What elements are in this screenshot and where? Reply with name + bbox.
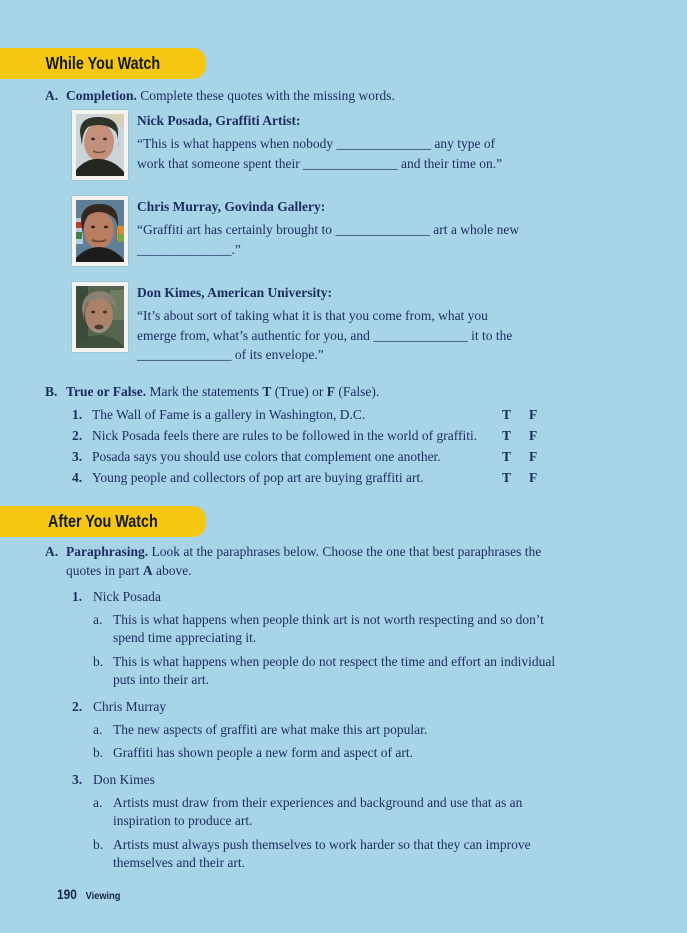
statement-text: The Wall of Fame is a gallery in Washington, D.C.	[92, 406, 366, 422]
true-choice[interactable]: T	[502, 448, 512, 464]
true-choice[interactable]: T	[502, 469, 512, 485]
statement-text: Nick Posada feels there are rules to be followed in the world of graffiti.	[92, 427, 478, 443]
while-you-watch-banner-label: While You Watch	[45, 53, 161, 73]
paraphrase-option-b[interactable]: b. Graffiti has shown people a new form and aspect of art.	[93, 745, 414, 760]
paraphrase-option-b[interactable]: b. Artists must always push themselves to work harder so that they can improve themselves and their art.	[93, 836, 531, 870]
true-false-letter: B.	[45, 383, 58, 399]
completion-instructions: Completion. Complete these quotes with the missing words.	[66, 88, 395, 103]
false-choice[interactable]: F	[529, 406, 538, 422]
quote-text-chris-murray	[137, 196, 519, 259]
quote-line: “It’s about sort of taking what it is that you come from, what you	[137, 308, 488, 323]
true-false-section	[0, 382, 687, 488]
true-false-items	[0, 404, 687, 488]
paraphrase-speaker-name: Nick Posada	[93, 588, 161, 604]
statement-text: Posada says you should use colors that complement one another.	[92, 448, 441, 464]
quote-block-don-kimes	[72, 282, 687, 365]
completion-heading	[45, 86, 645, 105]
true-false-row: 1. The Wall of Fame is a gallery in Washington, D.C. T F	[0, 404, 687, 425]
quote-line: “Graffiti art has certainly brought to ______________ art a whole new	[137, 222, 520, 237]
workbook-page	[0, 48, 687, 933]
true-false-instructions: True or False. Mark the statements T (True) or F (False).	[66, 383, 380, 399]
speaker-name: Don Kimes, American University:	[137, 285, 332, 300]
statement-text: Young people and collectors of pop art are buying graffiti art.	[92, 469, 424, 485]
paraphrase-speaker-name: Chris Murray	[93, 698, 167, 714]
quote-text-nick-posada	[137, 110, 502, 173]
speaker-name: Chris Murray, Govinda Gallery:	[137, 199, 326, 214]
true-false-row: 4. Young people and collectors of pop art are buying graffiti art. T F	[0, 467, 687, 488]
true-false-row: 2. Nick Posada feels there are rules to be followed in the world of graffiti. T F	[0, 425, 687, 446]
nick-posada-photo	[72, 110, 128, 180]
paraphrase-item-chris-murray: 2. Chris Murray a. The new aspects of graffiti are what make this art popular. b. Graffiti has shown people a new form and aspect of art.	[72, 697, 687, 763]
true-false-row: 3. Posada says you should use colors that complement one another. T F	[0, 446, 687, 467]
speaker-name: Nick Posada, Graffiti Artist:	[137, 113, 301, 128]
don-kimes-photo	[72, 282, 128, 352]
quote-line: ______________ of its envelope.”	[137, 347, 324, 362]
paraphrase-option-a[interactable]: a. This is what happens when people think art is not worth respecting and so don’t spend time appreciating it.	[93, 611, 544, 645]
paraphrase-item-nick-posada: 1. Nick Posada a. This is what happens when people think art is not worth respecting and so don’t spend time appreciating it. b. This is what happens when people do not respect the time and effort an individual puts into their art.	[72, 587, 687, 690]
false-choice[interactable]: F	[529, 427, 538, 443]
footer-section-label: Viewing	[85, 890, 121, 902]
paraphrasing-heading	[45, 542, 645, 580]
page-number: 190	[57, 887, 77, 902]
chris-murray-photo	[72, 196, 128, 266]
completion-letter: A.	[45, 88, 59, 103]
paraphrasing-instructions-line2: quotes in part A above.	[66, 562, 192, 578]
quote-block-nick-posada	[72, 110, 687, 180]
quote-block-chris-murray	[72, 196, 687, 266]
quote-line: emerge from, what’s authentic for you, and ______________ it to the	[137, 327, 513, 343]
while-you-watch-banner	[0, 48, 206, 79]
true-choice[interactable]: T	[502, 406, 512, 422]
false-choice[interactable]: F	[529, 469, 538, 485]
true-false-heading	[45, 382, 645, 401]
quote-line: work that someone spent their ______________ and their time on.”	[137, 155, 503, 171]
paraphrase-option-b[interactable]: b. This is what happens when people do not respect the time and effort an individual puts into their art.	[93, 653, 556, 687]
paraphrasing-letter: A.	[45, 543, 59, 559]
paraphrase-option-a[interactable]: a. The new aspects of graffiti are what make this art popular.	[93, 721, 428, 737]
quote-text-don-kimes	[137, 282, 512, 365]
paraphrasing-instructions: Paraphrasing. Look at the paraphrases below. Choose the one that best paraphrases the quotes in part A above.	[66, 543, 542, 578]
paraphrase-option-a[interactable]: a. Artists must draw from their experiences and background and use that as an inspiration to produce art.	[93, 794, 523, 828]
paraphrase-item-don-kimes: 3. Don Kimes a. Artists must draw from their experiences and background and use that as an inspiration to produce art. b. Artists must always push themselves to work harder so that they can improve themselves and their art.	[72, 770, 687, 873]
page-footer	[57, 887, 120, 902]
quote-line: ______________.”	[137, 241, 241, 257]
false-choice[interactable]: F	[529, 448, 538, 464]
paraphrase-speaker-name: Don Kimes	[93, 771, 155, 787]
after-you-watch-banner-label: After You Watch	[48, 510, 158, 531]
quote-line: “This is what happens when nobody ______________ any type of	[137, 136, 496, 151]
after-you-watch-banner	[0, 506, 206, 537]
true-choice[interactable]: T	[502, 427, 512, 443]
